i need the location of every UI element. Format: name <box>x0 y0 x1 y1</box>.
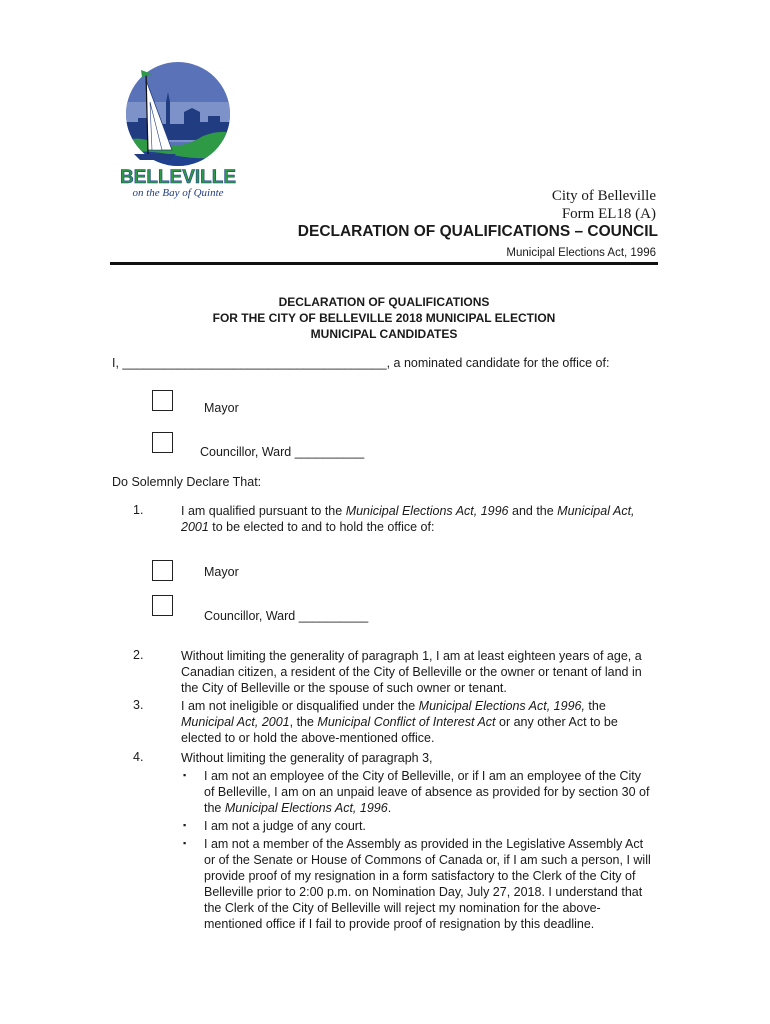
logo-hull <box>134 154 176 160</box>
heading-line-1: DECLARATION OF QUALIFICATIONS <box>278 295 490 309</box>
mayor-checkbox-1[interactable] <box>152 390 173 411</box>
item-4-bullet-3: I am not a member of the Assembly as provided in the Legislative Assembly Act or of the Senate or House of Commons of Canada or, if I am such a person, I will provide proof of my resignation in a form satisfactory to the Clerk of the City of Belleville prior to 2:00 p.m. on Nomination Day, July 27, 2018. I understand that the Clerk of the City of Belleville will reject my nomination for the above- mentioned office if I fail to provide proof of resignation by this deadline. <box>204 837 651 931</box>
bullet-icon: ▪ <box>183 770 187 780</box>
bullet-icon: ▪ <box>183 838 187 848</box>
councillor-checkbox-1[interactable] <box>152 432 173 453</box>
councillor-checkbox-2[interactable] <box>152 595 173 616</box>
logo-tagline: on the Bay of Quinte <box>132 187 224 199</box>
councillor-label-1: Councillor, Ward __________ <box>200 445 365 459</box>
bullet-icon: ▪ <box>183 820 187 830</box>
councillor-label-2: Councillor, Ward __________ <box>204 609 369 623</box>
city-name: City of Belleville <box>551 188 656 204</box>
item-4-bullet-1: I am not an employee of the City of Belleville, or if I am an employee of the City of Belleville, I am on an unpaid leave of absence as provided for by section 30 of the Municipal Elections Act, 1996. <box>204 769 650 815</box>
heading-line-2: FOR THE CITY OF BELLEVILLE 2018 MUNICIPAL ELECTION <box>212 311 556 325</box>
belleville-logo <box>108 62 248 200</box>
mayor-label-2: Mayor <box>204 565 239 579</box>
header-divider <box>110 262 658 265</box>
item-1-text: I am qualified pursuant to the Municipal Elections Act, 1996 and the Municipal Act, 2001 to be elected to and to hold the office of: <box>181 504 635 534</box>
act-reference: Municipal Elections Act, 1996 <box>506 247 656 259</box>
candidate-name-line: I, ______________________________________, a nominated candidate for the office of: <box>112 356 610 370</box>
item-4-number: 4. <box>133 750 144 764</box>
declare-heading: Do Solemnly Declare That: <box>112 475 262 489</box>
form-title: DECLARATION OF QUALIFICATIONS – COUNCIL <box>297 223 658 240</box>
form-number: Form EL18 (A) <box>561 206 656 222</box>
item-4-bullet-2: I am not a judge of any court. <box>204 819 366 833</box>
item-4-intro: Without limiting the generality of paragraph 3, <box>181 751 433 765</box>
item-2-text: Without limiting the generality of paragraph 1, I am at least eighteen years of age, a Canadian citizen, a resident of the City of Belleville or the owner or tenant of land in the City of Belleville or the spouse of such owner or tenant. <box>181 649 642 695</box>
mayor-label-1: Mayor <box>204 401 239 415</box>
mayor-checkbox-2[interactable] <box>152 560 173 581</box>
item-3-number: 3. <box>133 698 144 712</box>
item-2-number: 2. <box>133 648 144 662</box>
logo-wordmark: BELLEVILLE <box>119 167 237 188</box>
item-1-number: 1. <box>133 503 144 517</box>
heading-line-3: MUNICIPAL CANDIDATES <box>310 327 458 341</box>
item-3-text: I am not ineligible or disqualified under the Municipal Elections Act, 1996, the Municipal Act, 2001, the Municipal Conflict of Interest Act or any other Act to be elected to or hold the above-mentioned office. <box>181 699 618 745</box>
